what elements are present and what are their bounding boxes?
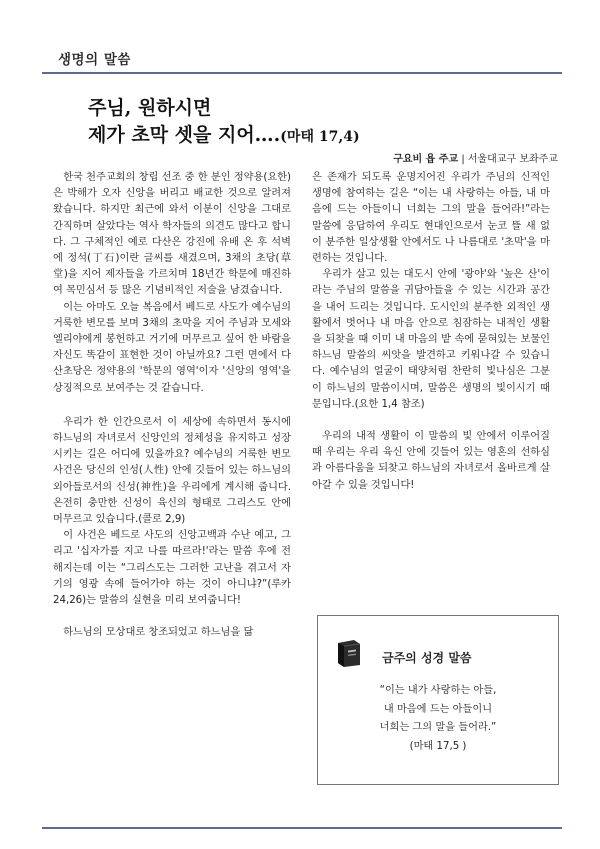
article-title bbox=[88, 95, 508, 151]
author-name: 구요비 욥 주교 bbox=[393, 154, 459, 165]
footer-rule bbox=[42, 827, 562, 829]
paragraph: 이 사건은 베드로 사도의 신앙고백과 수난 예고, 그리고 '십자가를 지고 나를 따르라!'라는 말씀 후에 전해지는데 이는 “그리스도는 그러한 고난을 겪고서 자기의 영광 속에 들어가야 하는 것이 아니냐?”(루카 24,26)는 말씀의 실현을 미리 보여줍니다! bbox=[53, 530, 291, 607]
paragraph: 우리의 내적 생활이 이 말씀의 빛 안에서 이루어질 때 우리는 우리 육신 안에 깃들어 있는 영혼의 선하심과 아름다움을 되찾고 하느님의 자녀로서 올바르게 살아갈 수 있을 것입니다! bbox=[312, 431, 550, 491]
quote-reference: (마태 17,5 ) bbox=[409, 740, 467, 752]
section-label: 생명의 말씀 bbox=[58, 52, 131, 68]
bible-book-icon bbox=[334, 638, 362, 668]
quote-line-2: 내 마음에 드는 아들이니 bbox=[383, 703, 493, 715]
left-column bbox=[53, 170, 291, 641]
byline bbox=[393, 150, 558, 165]
scripture-box-title: 금주의 성경 말씀 bbox=[382, 651, 472, 665]
title-line-1: 주님, 원하시면 bbox=[88, 97, 212, 119]
paragraph: 한국 천주교회의 창립 선조 중 한 분인 정약용(요한)은 박해가 오자 신앙을 버리고 배교한 것으로 알려져 왔습니다. 하지만 최근에 와서 이분이 신앙을 그대로 간직하며 살았다는 역사 학자들의 의견도 많다고 합니다. 그 구체적인 예로 다산은 강진에 유배 온 후 석벽에 정석(丁石)이란 글씨를 새겼으며, 3채의 초당(草堂)을 지어 제자들을 가르치며 18년간 학문에 매진하여 목민심서 등 많은 기념비적인 저술을 남겼습니다. bbox=[53, 172, 291, 297]
quote-line-1: “이는 내가 사랑하는 아들, bbox=[379, 685, 497, 696]
quote-line-3: 너희는 그의 말을 들어라.” bbox=[379, 722, 497, 733]
title-scripture-ref: (마태 17,4) bbox=[280, 129, 360, 145]
scripture-quote bbox=[318, 682, 558, 756]
paragraph: 우리가 살고 있는 대도시 안에 '광야'와 '높은 산'이라는 주님의 말씀을 귀담아들을 수 있는 시간과 공간을 내어 드리는 것입니다. 도시인의 분주한 외적인 생활에서 벗어나 내 마음 안으로 침잠하는 내적인 생활을 되찾을 때 이미 내 마음의 밭 속에 묻혀있는 보물인 하느님 말씀의 씨앗을 발견하고 키워나갈 수 있습니다. 예수님의 얼굴이 태양처럼 찬란히 빛나심은 그분이 하느님의 말씀이시며, 말씀은 생명의 빛이시기 때문입니다.(요한 1,4 참조) bbox=[312, 269, 550, 410]
right-column bbox=[312, 170, 550, 494]
paragraph: 이는 아마도 오늘 복음에서 베드로 사도가 예수님의 거룩한 변모를 보며 3채의 초막을 지어 주님과 모세와 엘리야에게 봉헌하고 거기에 머무르고 싶어 한 바람을 자신도 똑같이 표현한 것이 아닐까요? 그런 면에서 다산초당은 정약용의 '학문의 영역'이자 '신앙의 영역'을 상징적으로 보여주는 것 같습니다. bbox=[53, 301, 291, 394]
header-rule bbox=[42, 72, 562, 74]
scripture-box bbox=[317, 615, 559, 785]
paragraph: 하느님의 모상대로 창조되었고 하느님을 닮 bbox=[63, 627, 254, 639]
author-role: | 서울대교구 보좌주교 bbox=[458, 154, 558, 165]
paragraph: 은 존재가 되도록 운명지어진 우리가 주님의 신적인 생명에 참여하는 길은 “이는 내 사랑하는 아들, 내 마음에 드는 아들이니 너희는 그의 말을 들어라!”라는 말씀에 응답하여 우리도 현대인으로서 눈코 뜰 새 없이 분주한 일상생활 안에서도 나 나름대로 '초막'을 마련하는 것입니다. bbox=[312, 172, 550, 265]
title-line-2 bbox=[88, 122, 508, 151]
title-line-2-text: 제가 초막 셋을 지어…. bbox=[88, 124, 281, 146]
paragraph: 우리가 한 인간으로서 이 세상에 속하면서 동시에 하느님의 자녀로서 신앙인의 정체성을 유지하고 성장시키는 길은 어디에 있을까요? 예수님의 거룩한 변모 사건은 당신의 인성(人性) 안에 깃들어 있는 하느님의 외아들로서의 신성(神性)을 우리에게 계시해 줍니다. 온전히 충만한 신성이 육신의 형태로 그리스도 안에 머무르고 있습니다.(콜로 2,9) bbox=[53, 416, 291, 526]
